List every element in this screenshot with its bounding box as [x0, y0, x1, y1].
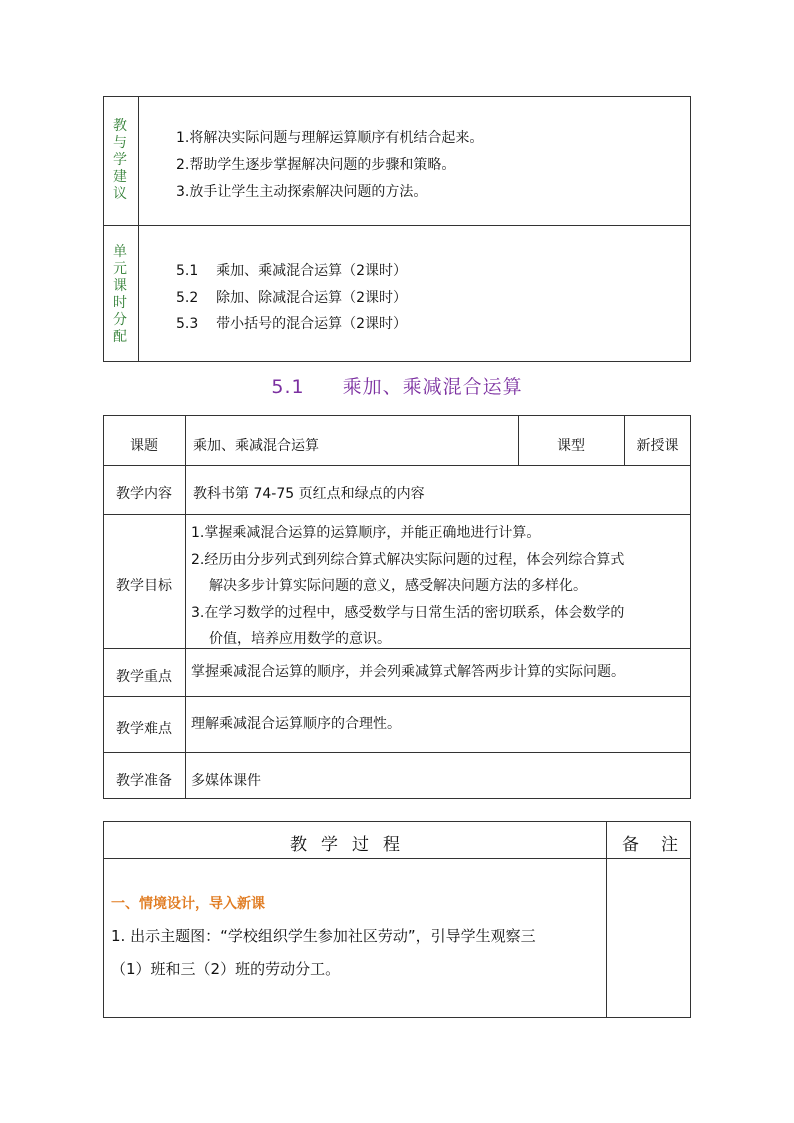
- section-number: 5.1: [271, 376, 305, 398]
- table-divider: [185, 415, 186, 799]
- step1-title: 一、情境设计，导入新课: [111, 896, 265, 912]
- difficulty-label: 教学难点: [116, 721, 172, 737]
- table-divider: [103, 752, 691, 753]
- content-label: 教学内容: [116, 486, 172, 502]
- table-divider: [103, 696, 691, 697]
- section-title: [0, 372, 794, 399]
- content-value: 教科书第 74-75 页红点和绿点的内容: [193, 486, 425, 502]
- table-divider: [103, 514, 691, 515]
- type-value: 新授课: [636, 438, 679, 454]
- allocation-item: 5.3 带小括号的混合运算（2课时）: [176, 316, 407, 332]
- type-label: 课型: [557, 438, 585, 454]
- goal-line: 3.在学习数学的过程中，感受数学与日常生活的密切联系，体会数学的: [191, 605, 625, 621]
- suggestion-item: 2.帮助学生逐步掌握解决问题的步骤和策略。: [176, 157, 456, 173]
- table-divider: [103, 648, 691, 649]
- topic-value: 乘加、乘减混合运算: [193, 438, 319, 454]
- topic-label: 课题: [130, 438, 158, 454]
- goal-line: 解决多步计算实际问题的意义，感受解决问题方法的多样化。: [209, 578, 587, 594]
- allocation-label: 单元课时分配: [113, 244, 127, 345]
- prep-value: 多媒体课件: [191, 773, 261, 789]
- goal-line: 价值，培养应用数学的意识。: [209, 631, 391, 647]
- notes-header: 备注: [622, 835, 700, 855]
- process-header: 教学过程: [290, 835, 414, 855]
- difficulty-value: 理解乘减混合运算顺序的合理性。: [191, 716, 401, 732]
- key-value: 掌握乘减混合运算的顺序，并会列乘减算式解答两步计算的实际问题。: [191, 664, 625, 680]
- goal-line: 2.经历由分步列式到列综合算式解决实际问题的过程，体会列综合算式: [191, 552, 625, 568]
- table-divider: [103, 225, 691, 226]
- goals-label: 教学目标: [116, 578, 172, 594]
- table-divider: [103, 465, 691, 466]
- goal-line: 1.掌握乘减混合运算的运算顺序，并能正确地进行计算。: [191, 525, 541, 541]
- table-divider: [103, 858, 691, 859]
- allocation-item: 5.1 乘加、乘减混合运算（2课时）: [176, 263, 407, 279]
- step1-line: （1）班和三（2）班的劳动分工。: [111, 960, 341, 978]
- allocation-item: 5.2 除加、除减混合运算（2课时）: [176, 290, 407, 306]
- key-label: 教学重点: [116, 669, 172, 685]
- section-text: 乘加、乘减混合运算: [342, 376, 523, 398]
- step1-line: 1. 出示主题图：“学校组织学生参加社区劳动”，引导学生观察三: [111, 927, 536, 945]
- prep-label: 教学准备: [116, 773, 172, 789]
- suggestions-label: 教与学建议: [113, 118, 127, 202]
- table-divider: [138, 96, 139, 362]
- table-divider: [606, 821, 607, 1018]
- suggestion-item: 1.将解决实际问题与理解运算顺序有机结合起来。: [176, 130, 484, 146]
- suggestion-item: 3.放手让学生主动探索解决问题的方法。: [176, 184, 428, 200]
